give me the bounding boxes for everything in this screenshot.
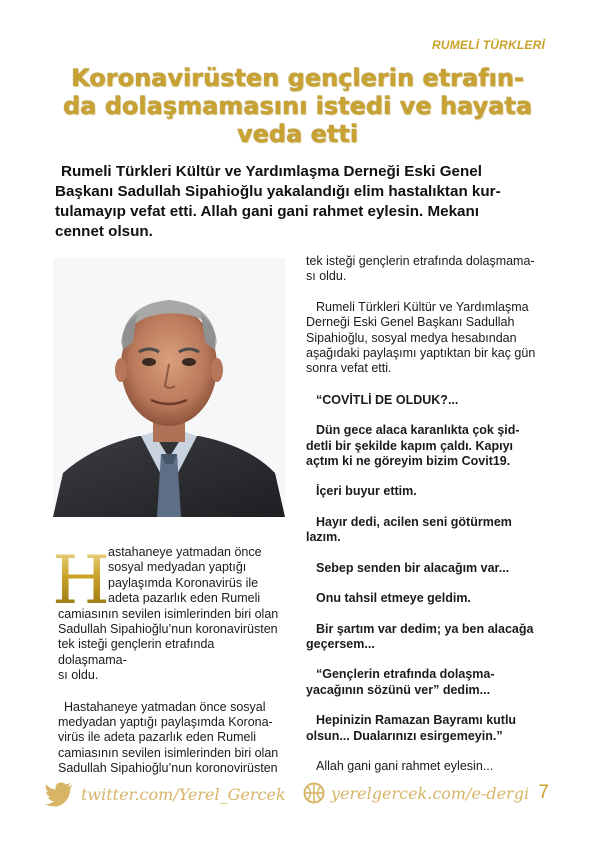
text-line: geçersem...	[306, 636, 375, 651]
text-line: astahaneye yatmadan önce	[108, 545, 262, 559]
paragraph	[306, 423, 548, 469]
website-link[interactable]	[303, 782, 529, 804]
text-line: aşağıdaki paylaşımı yaptıktan bir kaç gün	[306, 346, 536, 361]
article-title	[40, 64, 555, 148]
website-url: yerelgercek.com/e-dergi	[331, 783, 530, 803]
paragraph	[306, 713, 548, 744]
svg-text:H: H	[52, 542, 110, 619]
lead-paragraph	[55, 162, 549, 242]
lead-line: Rumeli Türkleri Kültür ve Yardımlaşma Derneği Eski Genel	[61, 163, 482, 180]
text-line: detli bir şekilde kapım çaldı. Kapıyı	[306, 438, 514, 453]
paragraph	[306, 622, 548, 653]
text-line: yacağının sözünü ver” dedim...	[306, 682, 491, 697]
title-line: veda etti	[236, 120, 359, 148]
text-line: virüs ile adeta pazarlık eden Rumeli	[58, 730, 257, 745]
portrait-photo	[53, 258, 285, 517]
text-line: açtım ki ne göreyim bizim Covit19.	[306, 454, 511, 469]
closing-line: Allah gani gani rahmet eylesin...	[316, 758, 494, 773]
text-line: olsun... Dualarınızı esirgemeyin.”	[306, 728, 503, 743]
text-line: Sadullah Sipahioğlu’nun koronavirüsten	[58, 622, 278, 637]
text-line: Hastahaneye yatmadan önce sosyal	[64, 699, 266, 714]
text-line: tek isteği gençlerin etrafında dolaşmama-	[58, 637, 215, 667]
paragraph	[306, 515, 548, 546]
quote-line: Sebep senden bir alacağım var...	[316, 560, 510, 575]
basketball-icon	[303, 782, 325, 804]
text-line: lazım.	[306, 530, 341, 545]
quote-line: “COVİTLİ DE OLDUK?...	[316, 392, 459, 407]
text-line: “Gençlerin etrafında dolaşma-	[316, 667, 495, 682]
text-line: medyadan yaptığı paylaşımda Korona-	[58, 715, 273, 730]
text-line: Hepinizin Ramazan Bayramı kutlu	[316, 713, 517, 728]
twitter-handle: twitter.com/Yerel_Gercek	[81, 784, 286, 804]
text-line: Derneği Eski Genel Başkanı Sadullah	[306, 315, 515, 330]
paragraph	[306, 254, 548, 285]
text-line: adeta pazarlık eden Rumeli	[108, 591, 261, 606]
text-line: Dün gece alaca karanlıkta çok şid-	[316, 423, 520, 438]
page-number: 7	[538, 782, 549, 803]
title-line: Koronavirüsten gençlerin etrafın-	[71, 64, 524, 92]
paragraph	[58, 545, 286, 684]
text-line: Sipahioğlu, sosyal medya hesabından	[306, 330, 517, 345]
right-column	[306, 254, 548, 790]
left-column	[58, 545, 286, 777]
text-line: camiasının sevilen isimlerinden biri olan	[58, 745, 279, 760]
twitter-bird-icon	[45, 782, 73, 806]
text-line: Bir şartım var dedim; ya ben alacağa	[316, 621, 534, 636]
text-line: sosyal medyadan yaptığı	[108, 560, 247, 575]
twitter-link[interactable]	[45, 782, 286, 806]
title-line: da dolaşmamasını istedi ve hayata	[62, 92, 533, 120]
text-line: sı oldu.	[58, 668, 99, 683]
text-line: camiasının sevilen isimlerinden biri olan	[58, 606, 279, 621]
lead-line: tulamayıp vefat etti. Allah gani gani rahmet eylesin. Mekanı	[55, 203, 479, 220]
lead-line: Başkanı Sadullah Sipahioğlu yakalandığı elim hastalıktan kur-	[55, 183, 501, 200]
text-line: sonra vefat etti.	[306, 361, 392, 376]
section-tag: RUMELİ TÜRKLERİ	[432, 38, 545, 52]
text-line: Sadullah Sipahioğlu’nun koronovirüsten	[58, 761, 278, 776]
text-line: Rumeli Türkleri Kültür ve Yardımlaşma	[316, 299, 529, 314]
paragraph	[58, 700, 286, 777]
paragraph	[306, 300, 548, 377]
lead-line: cennet olsun.	[55, 223, 153, 240]
text-line: tek isteği gençlerin etrafında dolaşmama-	[306, 254, 535, 268]
text-line: paylaşımda Koronavirüs ile	[108, 575, 259, 590]
quote-line: İçeri buyur ettim.	[316, 484, 417, 499]
text-line: Hayır dedi, acilen seni götürmem	[316, 514, 512, 529]
paragraph	[306, 667, 548, 698]
quote-line: Onu tahsil etmeye geldim.	[316, 591, 471, 606]
page-footer	[45, 782, 555, 808]
text-line: sı oldu.	[306, 269, 347, 284]
